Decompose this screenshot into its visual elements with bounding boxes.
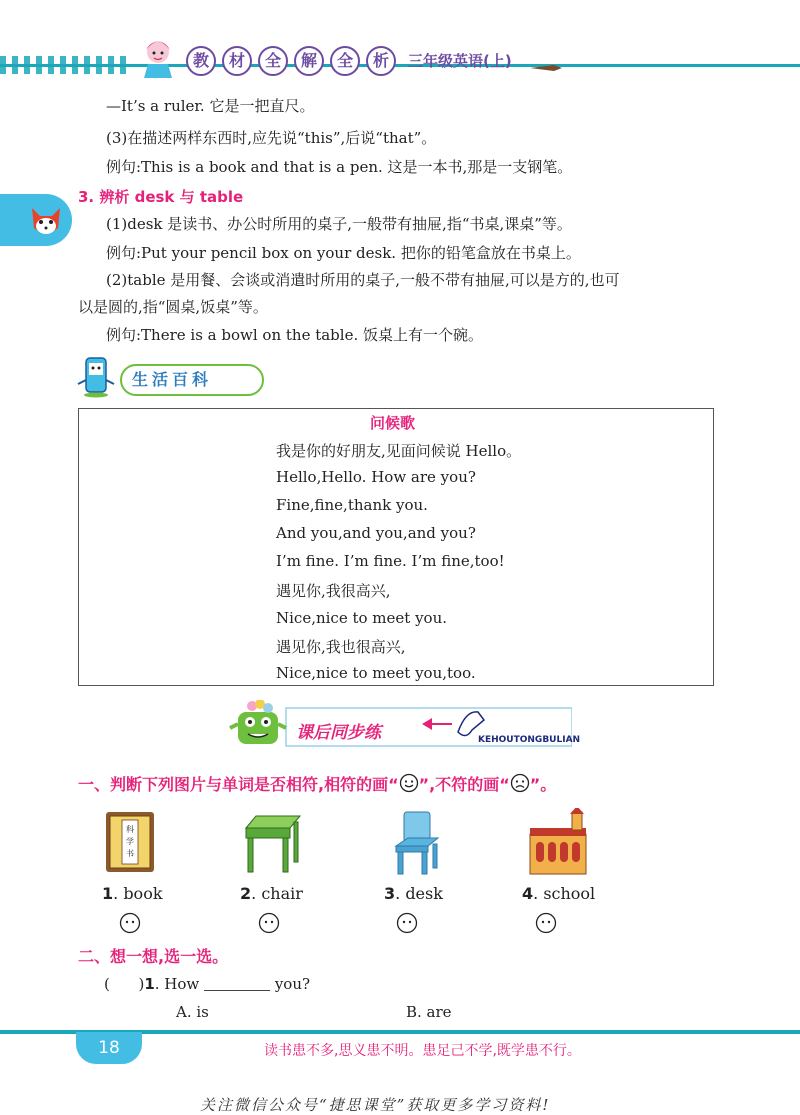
answer-face-icon[interactable] (396, 912, 418, 934)
question-2-heading: 二、想一想,选一选。 (78, 947, 229, 966)
header-title-char: 全 (330, 46, 360, 76)
stem-text: How (164, 975, 200, 993)
picture-label-book: 1. book (102, 884, 163, 903)
smile-face-icon (399, 773, 419, 793)
item-number: 1 (144, 975, 155, 993)
stem-text: you? (274, 975, 311, 993)
green-monster-icon (230, 700, 286, 744)
song-line: Fine,fine,thank you. (276, 496, 428, 514)
section-heading: 3. 辨析 desk 与 table (78, 188, 244, 206)
cartoon-girl-icon (136, 36, 180, 80)
song-title: 问候歌 (370, 414, 416, 432)
header-title-char: 析 (366, 46, 396, 76)
text-line: (1)desk 是读书、办公时所用的桌子,一般带有抽屉,指“书桌,课桌”等。 (106, 215, 572, 233)
text-line: 以是圆的,指“圆桌,饭桌”等。 (78, 298, 268, 316)
answer-face-icon[interactable] (535, 912, 557, 934)
heading-text: ”。 (529, 775, 557, 794)
item-word: desk (405, 884, 443, 903)
item-word: book (123, 884, 163, 903)
header-title-char: 教 (186, 46, 216, 76)
life-banner-title: 生活百科 (132, 370, 213, 389)
answer-blank[interactable] (204, 976, 270, 991)
item-number: 1 (102, 884, 114, 903)
item-number: 3 (384, 884, 396, 903)
header-title-char: 解 (294, 46, 324, 76)
footer-motto: 读书患不多,思义患不明。患足己不学,既学患不行。 (264, 1043, 581, 1059)
item-word: chair (261, 884, 303, 903)
song-line: Nice,nice to meet you. (276, 609, 448, 627)
song-line: And you,and you,and you? (276, 524, 476, 542)
wechat-note: 关注微信公众号“捷思课堂”获取更多学习资料! (200, 1096, 551, 1114)
option-a[interactable]: A. is (176, 1003, 209, 1021)
text-line: (2)table 是用餐、会谈或消遣时所用的桌子,一般不带有抽屉,可以是方的,也可 (106, 271, 620, 289)
text-line: 例句:There is a bowl on the table. 饭桌上有一个碗。 (106, 326, 484, 344)
song-line: I’m fine. I’m fine. I’m fine,too! (276, 552, 505, 570)
fox-mascot-icon (28, 202, 64, 238)
answer-face-icon[interactable] (119, 912, 141, 934)
answer-face-icon[interactable] (258, 912, 280, 934)
song-line: 遇见你,我很高兴, (276, 582, 391, 600)
phone-mascot-icon (76, 354, 116, 398)
chair-picture (386, 808, 446, 876)
question-2-item: ( )1. How you? (104, 975, 311, 993)
picture-label-chair: 2. chair (240, 884, 303, 903)
text-line: 例句:Put your pencil box on your desk. 把你的铅笔盒放在书桌上。 (106, 244, 581, 262)
item-number: 2 (240, 884, 252, 903)
option-b[interactable]: B. are (406, 1003, 452, 1021)
frown-face-icon (510, 773, 530, 793)
header-rule (0, 64, 800, 67)
book-cover-text-1: 科 (126, 825, 134, 834)
heading-text: ”,不符的画“ (418, 775, 510, 794)
school-picture (528, 808, 588, 876)
exercise-banner-subtitle: KEHOUTONGBULIAN (478, 735, 581, 745)
pen-icon (530, 64, 562, 72)
picture-label-school: 4. school (522, 884, 596, 903)
question-1-heading (78, 772, 556, 795)
item-word: school (543, 884, 596, 903)
song-line: Nice,nice to meet you,too. (276, 664, 476, 682)
book-picture (100, 808, 160, 876)
answer-paren[interactable]: ( ) (104, 975, 145, 993)
exercise-banner-title: 课后同步练 (296, 723, 381, 743)
picture-label-desk: 3. desk (384, 884, 443, 903)
header-title-char: 材 (222, 46, 252, 76)
header-title-char: 全 (258, 46, 288, 76)
header-grade: 三年级英语(上) (408, 52, 512, 70)
song-line: 遇见你,我也很高兴, (276, 638, 406, 656)
text-line: (3)在描述两样东西时,应先说“this”,后说“that”。 (106, 129, 437, 147)
page-number: 18 (76, 1032, 142, 1064)
heading-text: 一、判断下列图片与单词是否相符,相符的画“ (78, 775, 399, 794)
song-line: Hello,Hello. How are you? (276, 468, 476, 486)
item-number: 4 (522, 884, 534, 903)
book-cover-text-3: 书 (126, 849, 134, 858)
desk-picture (242, 808, 302, 876)
text-line: —It’s a ruler. 它是一把直尺。 (106, 97, 315, 115)
song-line: 我是你的好朋友,见面问候说 Hello。 (276, 442, 522, 460)
text-line: 例句:This is a book and that is a pen. 这是一本书,那是一支钢笔。 (106, 158, 573, 176)
book-cover-text-2: 学 (126, 837, 134, 846)
